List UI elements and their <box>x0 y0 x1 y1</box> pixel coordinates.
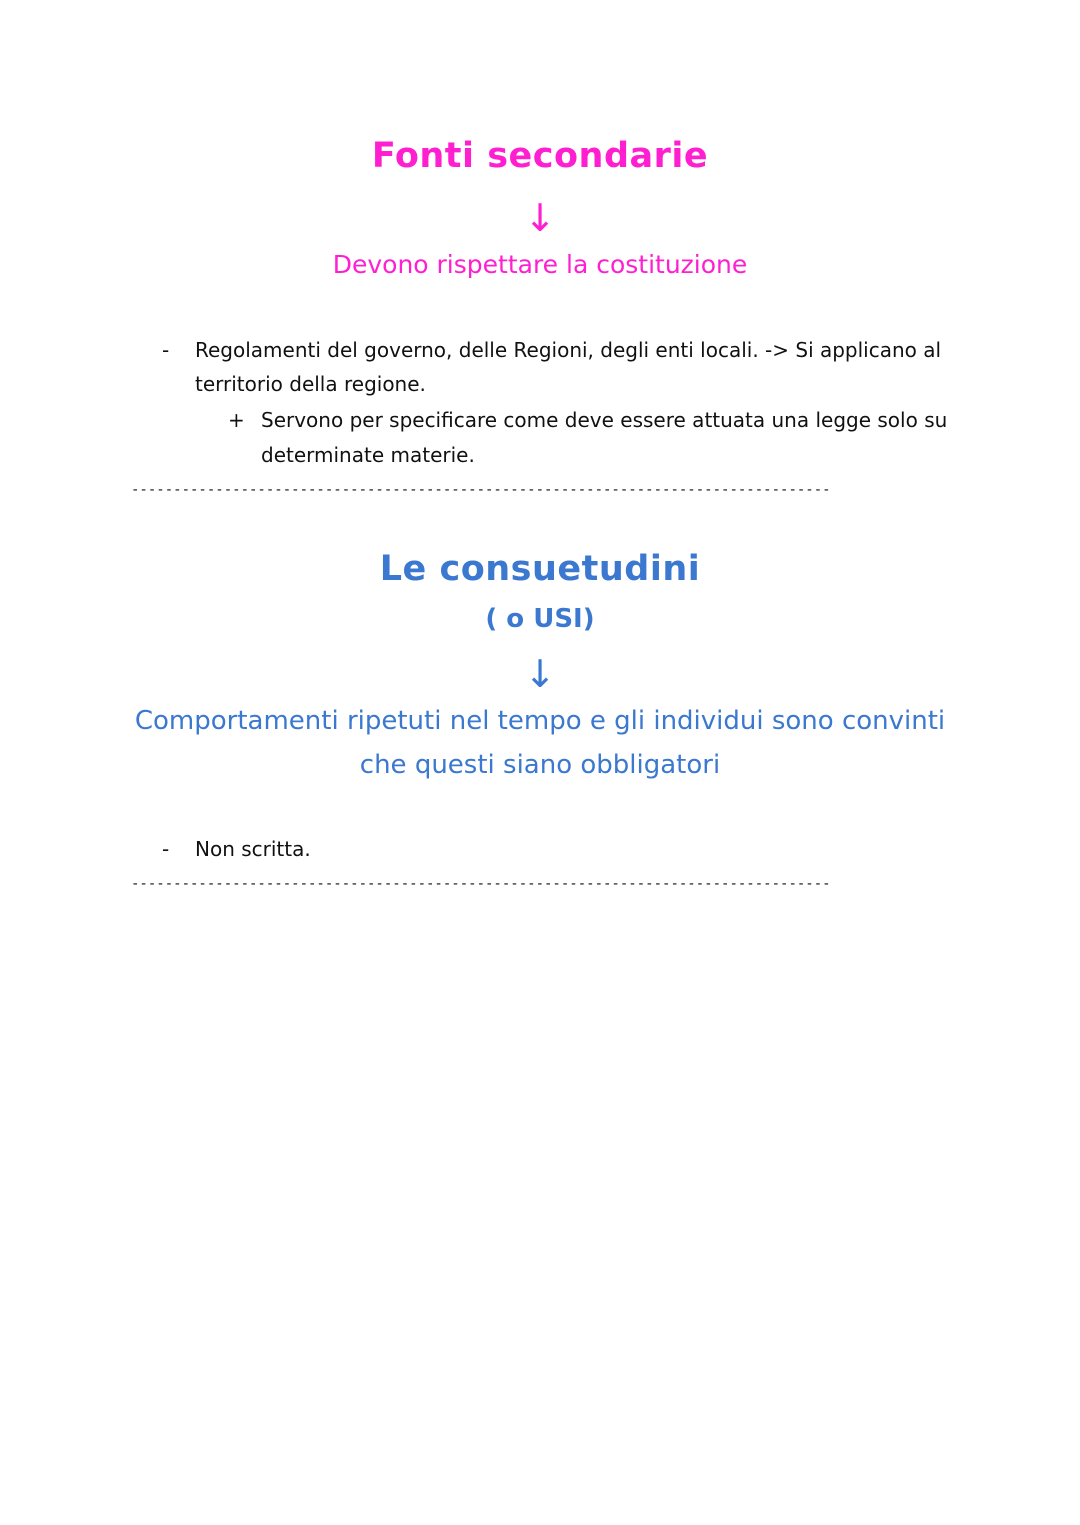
section-subtitle-usi: ( o USI) <box>485 604 595 634</box>
bullet-text-line: Regolamenti del governo, delle Regioni, degli enti locali. -> Si applicano al <box>195 338 942 362</box>
section-description-line: che questi siano obbligatori <box>359 750 721 780</box>
sub-bullet-marker: + <box>228 408 245 432</box>
bullet-marker: - <box>162 837 170 861</box>
sub-bullet-text-line: Servono per specificare come deve essere attuata una legge solo su <box>261 408 948 432</box>
section-description-line: Comportamenti ripetuti nel tempo e gli individui sono convinti <box>134 706 946 736</box>
section-title-fonti-secondarie: Fonti secondarie <box>371 136 709 176</box>
section-title-consuetudini: Le consuetudini <box>379 549 701 589</box>
dashed-divider: ----------------------------------------------------------------------------------- <box>131 482 831 498</box>
section-subtitle: Devono rispettare la costituzione <box>332 250 748 279</box>
down-arrow-icon: ↓ <box>524 652 556 696</box>
dashed-divider: ----------------------------------------------------------------------------------- <box>131 876 831 892</box>
down-arrow-icon: ↓ <box>524 196 556 240</box>
sub-bullet-text-line: determinate materie. <box>261 443 475 467</box>
bullet-text-line: territorio della regione. <box>195 372 426 396</box>
bullet-text-line: Non scritta. <box>195 837 311 861</box>
bullet-marker: - <box>162 338 170 362</box>
